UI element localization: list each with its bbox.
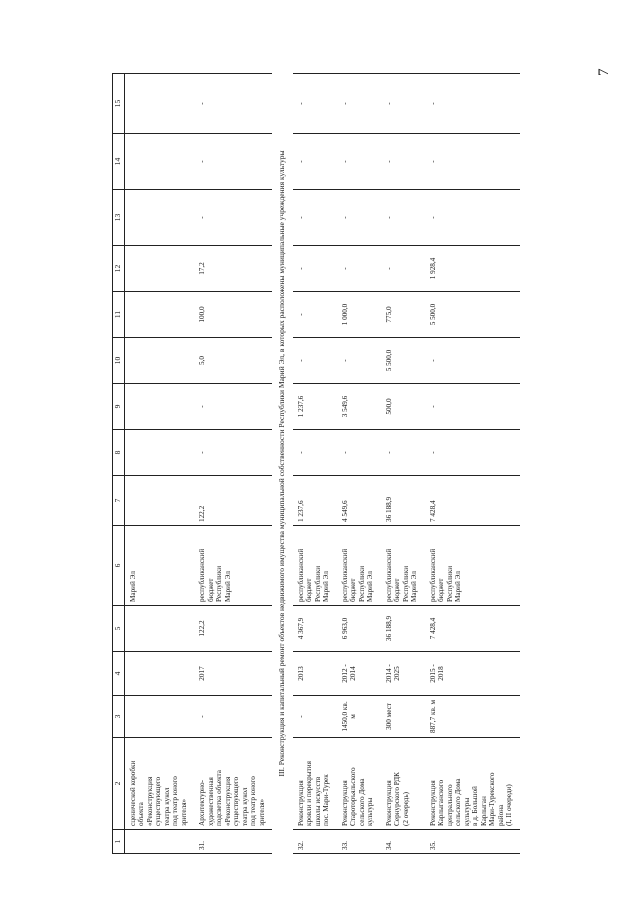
value-col-15: -	[425, 74, 520, 134]
program-table	[112, 73, 520, 854]
cost-total: 7 428,4	[425, 606, 520, 652]
col-header-14: 14	[113, 134, 125, 190]
value-col-14: -	[425, 134, 520, 190]
value-col-9: 1 237,6	[293, 384, 337, 430]
period: 2015 - 2018	[425, 652, 520, 696]
capacity: 300 мест	[381, 696, 425, 738]
value-col-12: -	[293, 246, 337, 292]
value-col-10: -	[293, 338, 337, 384]
funding-total: 122,2	[194, 476, 272, 526]
object-name: Реконструкция кровли и перекрытия школы искусств пос. Мари-Турек	[293, 738, 337, 830]
funding-source: республиканский бюджет Республики Марий Эл	[194, 526, 272, 606]
value-col-13: -	[194, 190, 272, 246]
value-col-11: 1 000,0	[337, 292, 381, 338]
capacity: -	[293, 696, 337, 738]
value-col-12: 1 928,4	[425, 246, 520, 292]
funding-total: 4 549,6	[337, 476, 381, 526]
continuation-row	[124, 74, 194, 854]
col-header-7: 7	[113, 476, 125, 526]
table-row	[194, 74, 272, 854]
value-col-8: -	[337, 430, 381, 476]
page-number: 7	[596, 68, 612, 76]
table-row	[381, 74, 425, 854]
row-number: 33.	[337, 830, 381, 854]
value-col-11: -	[293, 292, 337, 338]
value-col-9: -	[194, 384, 272, 430]
value-col-14: -	[194, 134, 272, 190]
value-col-10: 5,0	[194, 338, 272, 384]
col-header-13: 13	[113, 190, 125, 246]
value-col-11: 5 500,0	[425, 292, 520, 338]
value-col-11: 775,0	[381, 292, 425, 338]
value-col-9: 3 549,6	[337, 384, 381, 430]
value-col-10: -	[337, 338, 381, 384]
value-col-13: -	[293, 190, 337, 246]
section-row	[272, 74, 293, 854]
col-header-2: 2	[113, 738, 125, 830]
row-number: 34.	[381, 830, 425, 854]
col-header-5: 5	[113, 606, 125, 652]
value-col-8: -	[293, 430, 337, 476]
object-name: Реконструкция Староторъяльского сельского Дома культуры	[337, 738, 381, 830]
funding-total: 7 428,4	[425, 476, 520, 526]
period: 2017	[194, 652, 272, 696]
value-col-10: 5 500,0	[381, 338, 425, 384]
capacity: 1450,0 кв. м	[337, 696, 381, 738]
cost-total: 36 188,9	[381, 606, 425, 652]
col-header-6: 6	[113, 526, 125, 606]
table-row	[425, 74, 520, 854]
value-col-13: -	[425, 190, 520, 246]
value-col-8: -	[381, 430, 425, 476]
table-row	[337, 74, 381, 854]
value-col-15: -	[194, 74, 272, 134]
funding-source: республиканский бюджет Республики Марий Эл	[425, 526, 520, 606]
period: 2014 - 2025	[381, 652, 425, 696]
funding-total: 36 188,9	[381, 476, 425, 526]
rotated-table-sheet	[112, 74, 532, 854]
cost-total: 6 963,0	[337, 606, 381, 652]
value-col-8: -	[425, 430, 520, 476]
col-header-3: 3	[113, 696, 125, 738]
cost-total: 122,2	[194, 606, 272, 652]
period: 2013	[293, 652, 337, 696]
value-col-11: 100,0	[194, 292, 272, 338]
value-col-13: -	[337, 190, 381, 246]
value-col-14: -	[337, 134, 381, 190]
value-col-14: -	[293, 134, 337, 190]
value-col-10: -	[425, 338, 520, 384]
value-col-9: -	[425, 384, 520, 430]
col-header-4: 4	[113, 652, 125, 696]
row-number: 31.	[194, 830, 272, 854]
table-row	[293, 74, 337, 854]
header-row	[113, 74, 125, 854]
funding-source: республиканский бюджет Республики Марий Эл	[337, 526, 381, 606]
value-col-15: -	[381, 74, 425, 134]
col-header-11: 11	[113, 292, 125, 338]
col-header-10: 10	[113, 338, 125, 384]
value-col-8: -	[194, 430, 272, 476]
section-title: III. Реконструкция и капитальный ремонт объектов недвижимого имущества муниципальной собственности Республики Марий Эл, в которых расположены муниципальные учреждения культуры	[277, 150, 287, 777]
col-header-1: 1	[113, 830, 125, 854]
value-col-13: -	[381, 190, 425, 246]
continuation-source: Марий Эл	[124, 526, 194, 606]
value-col-12: -	[381, 246, 425, 292]
object-name: Реконструкция Карлыганского центрального сельского Дома культуры в д. Большой Карлыган Мари-Турекского района (I, II очереди)	[425, 738, 520, 830]
capacity: 887,7 кв. м	[425, 696, 520, 738]
continuation-name: сценической коробки объекта «Реконструкция существующего театра кукол под театр юного зрителя»	[124, 738, 194, 830]
period: 2012 - 2014	[337, 652, 381, 696]
value-col-9: 500,0	[381, 384, 425, 430]
value-col-15: -	[337, 74, 381, 134]
col-header-8: 8	[113, 430, 125, 476]
capacity: -	[194, 696, 272, 738]
funding-source: республиканский бюджет Республики Марий Эл	[293, 526, 337, 606]
cost-total: 4 367,9	[293, 606, 337, 652]
funding-total: 1 237,6	[293, 476, 337, 526]
funding-source: республиканский бюджет Республики Марий Эл	[381, 526, 425, 606]
value-col-12: 17,2	[194, 246, 272, 292]
row-number: 32.	[293, 830, 337, 854]
value-col-14: -	[381, 134, 425, 190]
col-header-12: 12	[113, 246, 125, 292]
value-col-12: -	[337, 246, 381, 292]
col-header-15: 15	[113, 74, 125, 134]
object-name: Архитектурно- художественная подсветка объекта «Реконструкция существующего театра кукол под театр юного зрителя»	[194, 738, 272, 830]
col-header-9: 9	[113, 384, 125, 430]
row-number: 35.	[425, 830, 520, 854]
value-col-15: -	[293, 74, 337, 134]
object-name: Реконструкция Сернурского РДК (2 очередь)	[381, 738, 425, 830]
